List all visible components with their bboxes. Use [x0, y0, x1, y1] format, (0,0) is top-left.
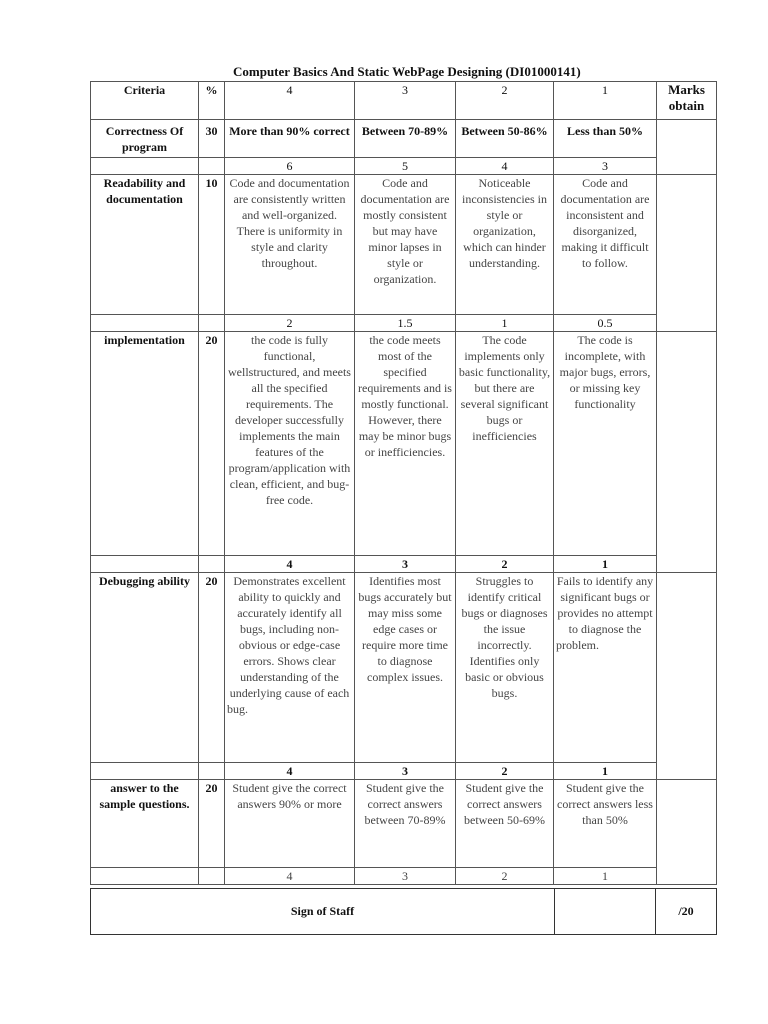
score-row	[91, 868, 717, 885]
row-correctness	[91, 120, 717, 158]
score-1: 3	[554, 158, 657, 175]
header-row	[91, 82, 717, 120]
score-empty	[91, 763, 199, 780]
score-empty	[91, 158, 199, 175]
score-4: 4	[225, 556, 355, 573]
row-implementation	[91, 332, 717, 556]
score-4: 6	[225, 158, 355, 175]
score-3: 3	[355, 763, 456, 780]
level-1-cell: Student give the correct answers less than 50%	[554, 780, 657, 868]
signature-table	[90, 888, 717, 935]
marks-cell[interactable]	[657, 332, 717, 573]
level-3-cell: Between 70-89%	[355, 120, 456, 158]
score-row	[91, 315, 717, 332]
level-1-cell: The code is incomplete, with major bugs, errors, or missing key functionality	[554, 332, 657, 556]
level-4-cell: Demonstrates excellent ability to quickly and accurately identify all bugs, including non-obvious or edge-case errors. Shows clear understanding of the underlying cause of each bug.	[225, 573, 355, 763]
score-empty	[91, 556, 199, 573]
criteria-cell: Correctness Of program	[91, 120, 199, 158]
score-empty	[199, 868, 225, 885]
score-1: 1	[554, 556, 657, 573]
level-1-cell: Code and documentation are inconsistent and disorganized, making it difficult to follow.	[554, 175, 657, 315]
score-1: 1	[554, 763, 657, 780]
score-4: 4	[225, 763, 355, 780]
header-level-1: 1	[554, 82, 657, 120]
score-empty	[199, 158, 225, 175]
score-3: 5	[355, 158, 456, 175]
marks-cell[interactable]	[657, 780, 717, 885]
score-empty	[199, 763, 225, 780]
score-2: 2	[456, 763, 554, 780]
header-level-3: 3	[355, 82, 456, 120]
score-row	[91, 158, 717, 175]
score-empty	[91, 868, 199, 885]
score-4: 4	[225, 868, 355, 885]
document-title: Computer Basics And Static WebPage Designing (DI01000141)	[233, 64, 581, 79]
score-row	[91, 763, 717, 780]
header-level-2: 2	[456, 82, 554, 120]
level-2-cell: Noticeable inconsistencies in style or organization, which can hinder understanding.	[456, 175, 554, 315]
score-3: 3	[355, 868, 456, 885]
criteria-cell: implementation	[91, 332, 199, 556]
level-2-cell: Struggles to identify critical bugs or diagnoses the issue incorrectly. Identifies only basic or obvious bugs.	[456, 573, 554, 763]
level-3-cell: Identifies most bugs accurately but may miss some edge cases or require more time to diagnose complex issues.	[355, 573, 456, 763]
score-2: 2	[456, 868, 554, 885]
score-1: 0.5	[554, 315, 657, 332]
percent-cell: 20	[199, 332, 225, 556]
score-row	[91, 556, 717, 573]
score-empty	[91, 315, 199, 332]
header-percent: %	[199, 82, 225, 120]
total-marks: /20	[656, 889, 717, 935]
signature-field[interactable]	[555, 889, 656, 935]
level-2-cell: Student give the correct answers between 50-69%	[456, 780, 554, 868]
level-4-cell: More than 90% correct	[225, 120, 355, 158]
level-4-cell: Code and documentation are consistently written and well-organized. There is uniformity in style and clarity throughout.	[225, 175, 355, 315]
level-2-cell: Between 50-86%	[456, 120, 554, 158]
percent-cell: 20	[199, 780, 225, 868]
marks-cell[interactable]	[657, 573, 717, 780]
level-3-cell: Code and documentation are mostly consistent but may have minor lapses in style or organization.	[355, 175, 456, 315]
sign-of-staff-label: Sign of Staff	[91, 889, 555, 935]
percent-cell: 10	[199, 175, 225, 315]
percent-cell: 20	[199, 573, 225, 763]
row-sample-questions	[91, 780, 717, 868]
level-3-cell: the code meets most of the specified requirements and is mostly functional. However, there may be minor bugs or inefficiencies.	[355, 332, 456, 556]
score-3: 3	[355, 556, 456, 573]
level-3-cell: Student give the correct answers between 70-89%	[355, 780, 456, 868]
header-criteria: Criteria	[91, 82, 199, 120]
row-debugging	[91, 573, 717, 763]
level-1-cell: Fails to identify any significant bugs or provides no attempt to diagnose the problem.	[554, 573, 657, 763]
score-4: 2	[225, 315, 355, 332]
header-level-4: 4	[225, 82, 355, 120]
criteria-cell: Debugging ability	[91, 573, 199, 763]
score-3: 1.5	[355, 315, 456, 332]
level-4-cell: the code is fully functional, wellstructured, and meets all the specified requirements. The developer successfully implements the main features of the program/application with clean, efficient, and bug-free code.	[225, 332, 355, 556]
score-empty	[199, 315, 225, 332]
criteria-cell: Readability and documentation	[91, 175, 199, 315]
score-empty	[199, 556, 225, 573]
marks-cell[interactable]	[657, 175, 717, 332]
score-2: 1	[456, 315, 554, 332]
rubric-table	[90, 81, 717, 885]
row-readability	[91, 175, 717, 315]
percent-cell: 30	[199, 120, 225, 158]
criteria-cell: answer to the sample questions.	[91, 780, 199, 868]
score-1: 1	[554, 868, 657, 885]
header-marks: Marks obtain	[657, 82, 717, 120]
score-2: 2	[456, 556, 554, 573]
score-2: 4	[456, 158, 554, 175]
level-1-cell: Less than 50%	[554, 120, 657, 158]
level-2-cell: The code implements only basic functionality, but there are several significant bugs or inefficiencies	[456, 332, 554, 556]
level-4-cell: Student give the correct answers 90% or more	[225, 780, 355, 868]
marks-cell[interactable]	[657, 120, 717, 175]
